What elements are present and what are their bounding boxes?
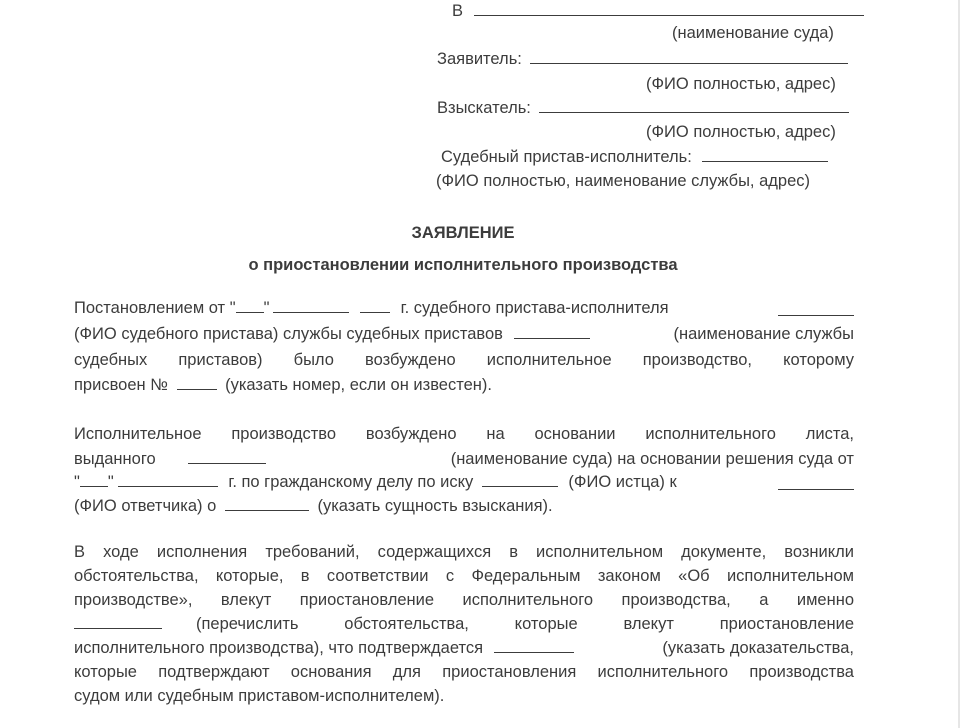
- order-year-field[interactable]: [360, 298, 390, 313]
- p3-line5-text-a: исполнительного производства), что подтверждается: [74, 639, 484, 657]
- p2-line4: [74, 495, 553, 517]
- defendant-field[interactable]: [778, 475, 854, 490]
- evidence-field[interactable]: [494, 638, 574, 653]
- document-title: ЗАЯВЛЕНИЕ: [411, 224, 515, 242]
- p3-line3: производстве», влекут приостановление исполнительного производства, а именно: [74, 591, 854, 609]
- order-month-field[interactable]: [273, 298, 349, 313]
- claimant-label: Взыскатель:: [437, 99, 531, 117]
- p3-line5-text-b: (указать доказательства,: [662, 639, 854, 657]
- claimant-hint: (ФИО полностью, адрес): [646, 123, 836, 141]
- order-day-field[interactable]: [236, 298, 264, 313]
- p2-line3-text-c: г. по гражданскому делу по иску: [228, 473, 474, 491]
- p1-line2-text-a: (ФИО судебного пристава) службы судебных приставов: [74, 325, 503, 343]
- p2-line2: [74, 448, 854, 470]
- claimant-line: [437, 97, 849, 119]
- p1-line1-text-a: Постановлением от ": [74, 299, 236, 317]
- p1-line1: [74, 297, 854, 319]
- claimant-field[interactable]: [539, 98, 849, 113]
- p2-line1: Исполнительное производство возбуждено на основании исполнительного листа,: [74, 425, 854, 443]
- decision-day-field[interactable]: [80, 472, 108, 487]
- p1-line1-text-c: г. судебного пристава-исполнителя: [400, 299, 669, 317]
- p1-line3: судебных приставов) было возбуждено исполнительное производство, которому: [74, 351, 854, 369]
- bailiff-name-field[interactable]: [778, 301, 854, 316]
- circumstances-field[interactable]: [74, 614, 162, 629]
- p3-line5: [74, 637, 854, 659]
- court-name-field[interactable]: [474, 1, 864, 16]
- p2-line3-text-d: (ФИО истца) к: [568, 473, 677, 491]
- court-line: [452, 0, 864, 22]
- p2-line4-text-b: (указать сущность взыскания).: [317, 497, 553, 515]
- document-subtitle: о приостановлении исполнительного производства: [248, 256, 678, 274]
- p3-line1: В ходе исполнения требований, содержащихся в исполнительном документе, возникли: [74, 543, 854, 561]
- p3-line4: [74, 613, 854, 635]
- p1-line2-text-b: (наименование службы: [673, 325, 854, 343]
- applicant-label: Заявитель:: [437, 50, 522, 68]
- p1-line4-text-b: (указать номер, если он известен).: [225, 376, 492, 394]
- applicant-line: [437, 48, 848, 70]
- bailiff-hint: (ФИО полностью, наименование службы, адрес): [436, 172, 811, 190]
- p1-line2: [74, 323, 854, 345]
- applicant-hint: (ФИО полностью, адрес): [646, 75, 836, 93]
- p1-line1-text-b: ": [263, 299, 270, 317]
- p1-line4-text-a: присвоен №: [74, 376, 168, 394]
- court-prefix: В: [452, 2, 464, 20]
- issuing-court-field[interactable]: [188, 449, 266, 464]
- decision-month-field[interactable]: [118, 472, 218, 487]
- p2-line4-text-a: (ФИО ответчика) о: [74, 497, 217, 515]
- p2-line3-text-b: ": [107, 473, 114, 491]
- court-hint: (наименование суда): [672, 24, 834, 42]
- p2-line3: [74, 471, 854, 493]
- p3-line7: судом или судебным приставом-исполнителем).: [74, 687, 445, 705]
- p2-line2-text-b: (наименование суда) на основании решения суда от: [450, 450, 854, 468]
- bailiff-field[interactable]: [702, 147, 828, 162]
- p3-line6: которые подтверждают основания для приостановления исполнительного производства: [74, 663, 854, 681]
- recovery-subject-field[interactable]: [225, 496, 309, 511]
- p3-line4-text: (перечислить обстоятельства, которые влекут приостановление: [196, 615, 854, 633]
- bailiff-label: Судебный пристав-исполнитель:: [441, 148, 692, 166]
- service-name-field[interactable]: [514, 324, 590, 339]
- plaintiff-field[interactable]: [482, 472, 558, 487]
- p2-line2-text-a: выданного: [74, 450, 156, 468]
- p3-line2: обстоятельства, которые, в соответствии с Федеральным законом «Об исполнительном: [74, 567, 854, 585]
- case-number-field[interactable]: [177, 375, 217, 390]
- p1-line4: [74, 374, 492, 396]
- bailiff-line: [441, 146, 828, 168]
- applicant-field[interactable]: [530, 49, 848, 64]
- p2-line3-text-a: ": [74, 473, 80, 491]
